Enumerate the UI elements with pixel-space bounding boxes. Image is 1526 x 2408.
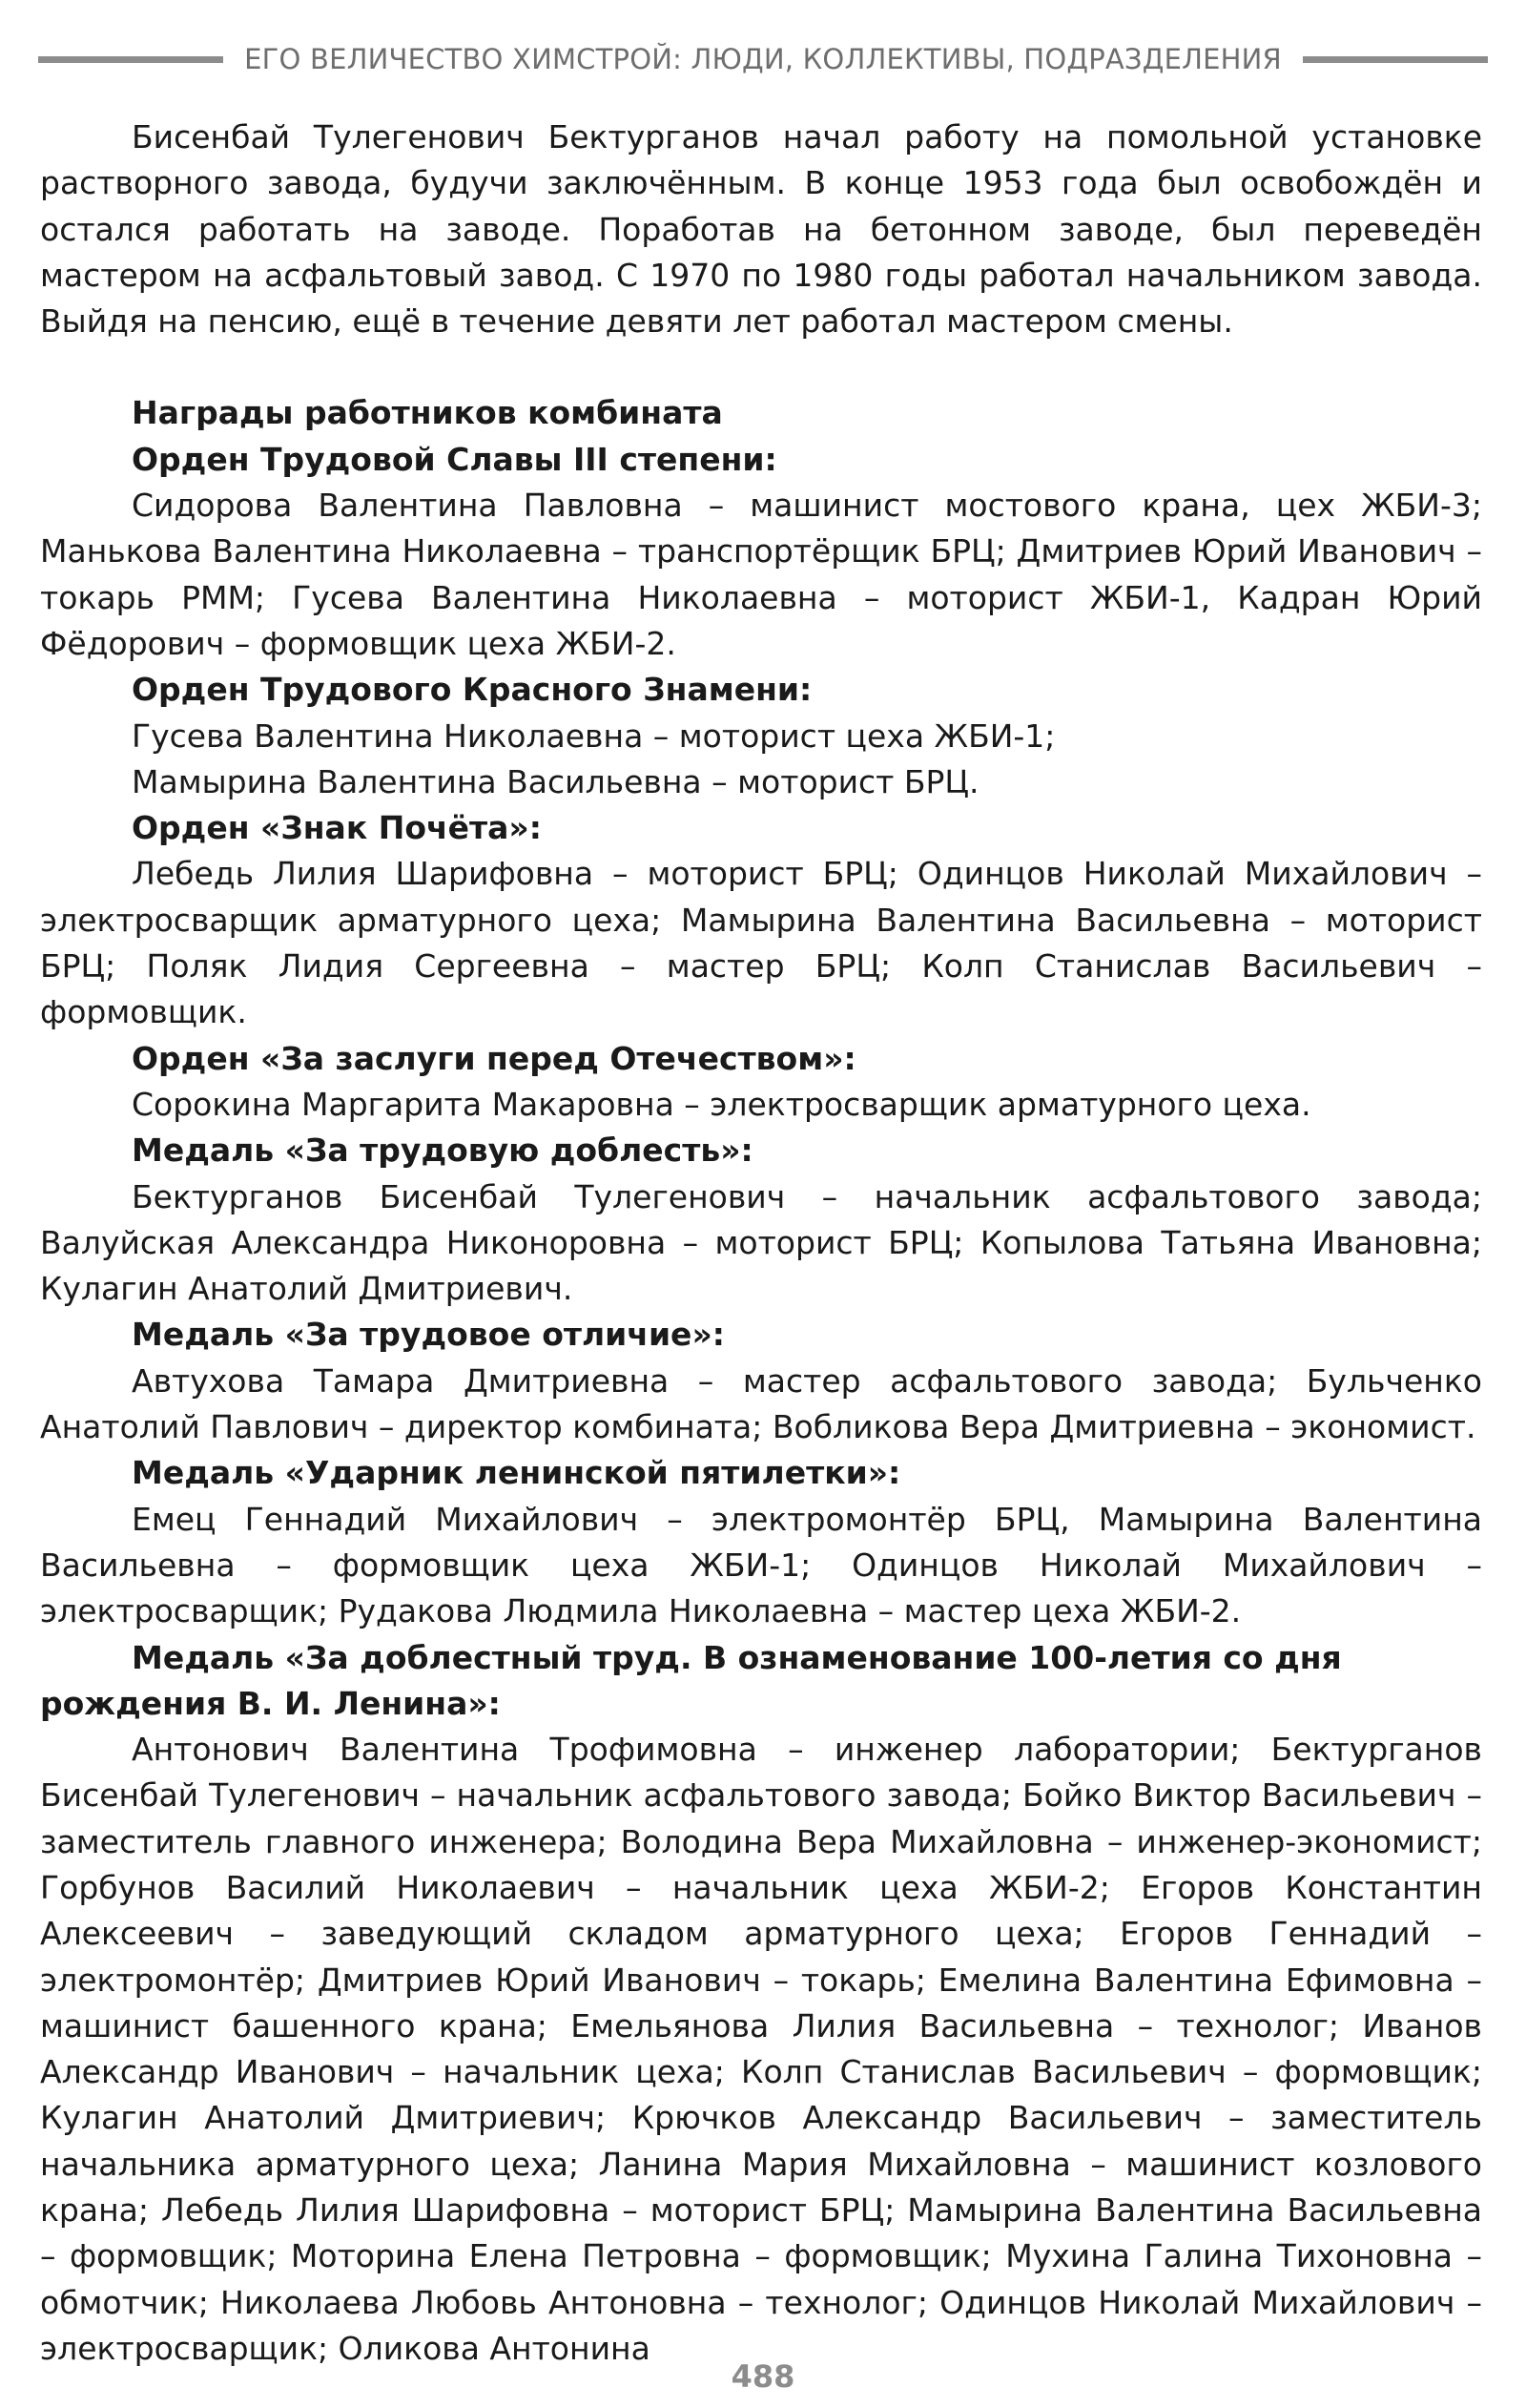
award-heading: Орден Трудового Красного Знамени: — [132, 671, 813, 709]
award-recipients: Сорокина Маргарита Макаровна – электросварщик арматурного цеха. — [132, 1085, 1311, 1123]
award-recipients: Автухова Тамара Дмитриевна – мастер асфальтового завода; Бульченко Анатолий Павлович – директор комбината; Вобликова Вера Дмитриевна – экономист. — [40, 1361, 1482, 1446]
award-recipients: Лебедь Лилия Шарифовна – моторист БРЦ; Одинцов Николай Михайлович – электросварщик арматурного цеха; Мамырина Валентина Васильевна – моторист БРЦ; Поляк Лидия Сергеевна – мастер БРЦ; Колп Станислав Васильевич – формовщик. — [40, 855, 1482, 1031]
award-heading: Медаль «За трудовое отличие»: — [132, 1316, 725, 1354]
page-body — [40, 114, 1482, 2372]
award-heading: Орден «Знак Почёта»: — [132, 809, 542, 847]
page-number: 488 — [731, 2358, 795, 2395]
running-head — [38, 40, 1488, 78]
award-heading: Медаль «За трудовую доблесть»: — [132, 1131, 753, 1170]
running-head-title: ЕГО ВЕЛИЧЕСТВО ХИМСТРОЙ: ЛЮДИ, КОЛЛЕКТИВЫ, ПОДРАЗДЕЛЕНИЯ — [244, 43, 1282, 75]
award-heading: Орден «За заслуги перед Отечеством»: — [132, 1039, 856, 1077]
award-heading: Орден Трудовой Славы III степени: — [132, 440, 777, 478]
award-recipients: Гусева Валентина Николаевна – моторист цеха ЖБИ-1; — [132, 716, 1056, 755]
award-recipients: Бектурганов Бисенбай Тулегенович – начальник асфальтового завода; Валуйская Александра Никоноровна – моторист БРЦ; Копылова Татьяна Ивановна; Кулагин Анатолий Дмитриевич. — [40, 1177, 1482, 1308]
award-recipients: Емец Геннадий Михайлович – электромонтёр БРЦ, Мамырина Валентина Васильевна – формовщик цеха ЖБИ-1; Одинцов Николай Михайлович – электросварщик; Рудакова Людмила Николаевна – мастер цеха ЖБИ-2. — [40, 1500, 1482, 1630]
award-heading: Медаль «За доблестный труд. В ознаменование 100-летия со дня рождения В. И. Ленина»: — [40, 1638, 1342, 1722]
awards-title: Награды работников комбината — [132, 394, 723, 432]
award-recipients: Антонович Валентина Трофимовна – инженер лаборатории; Бектурганов Бисенбай Тулегенович – начальник асфальтового завода; Бойко Виктор Васильевич – заместитель главного инженера; Володина Вера Михайловна – инженер-экономист; Горбунов Василий Николаевич – начальник цеха ЖБИ-2; Егоров Константин Алексеевич – заведующий складом арматурного цеха; Егоров Геннадий – электромонтёр; Дмитриев Юрий Иванович – токарь; Емелина Валентина Ефимовна – машинист башенного крана; Емельянова Лилия Васильевна – технолог; Иванов Александр Иванович – начальник цеха; Колп Станислав Васильевич – формовщик; Кулагин Анатолий Дмитриевич; Крючков Александр Васильевич – заместитель начальника арматурного цеха; Ланина Мария Михайловна – машинист козлового крана; Лебедь Лилия Шарифовна – моторист БРЦ; Мамырина Валентина Васильевна – формовщик; Моторина Елена Петровна – формовщик; Мухина Галина Тихоновна – обмотчик; Николаева Любовь Антоновна – технолог; Одинцов Николай Михайлович – электросварщик; Оликова Антонина — [40, 1731, 1482, 2367]
header-rule-left — [38, 56, 223, 63]
award-recipients: Сидорова Валентина Павловна – машинист мостового крана, цех ЖБИ-3; Манькова Валентина Николаевна – транспортёрщик БРЦ; Дмитриев Юрий Иванович – токарь РММ; Гусева Валентина Николаевна – моторист ЖБИ-1, Кадран Юрий Фёдорович – формовщик цеха ЖБИ-2. — [40, 487, 1482, 662]
award-recipients: Мамырина Валентина Васильевна – моторист БРЦ. — [132, 762, 980, 800]
intro-paragraph: Бисенбай Тулегенович Бектурганов начал работу на помольной установке растворного завода, будучи заключённым. В конце 1953 года был освобождён и остался работать на заводе. Поработав на бетонном заводе, был переведён мастером на асфальтовый завод. С 1970 по 1980 годы работал начальником завода. Выйдя на пенсию, ещё в течение девяти лет работал мастером смены. — [40, 118, 1482, 341]
header-rule-right — [1303, 56, 1488, 63]
award-heading: Медаль «Ударник ленинской пятилетки»: — [132, 1454, 901, 1492]
